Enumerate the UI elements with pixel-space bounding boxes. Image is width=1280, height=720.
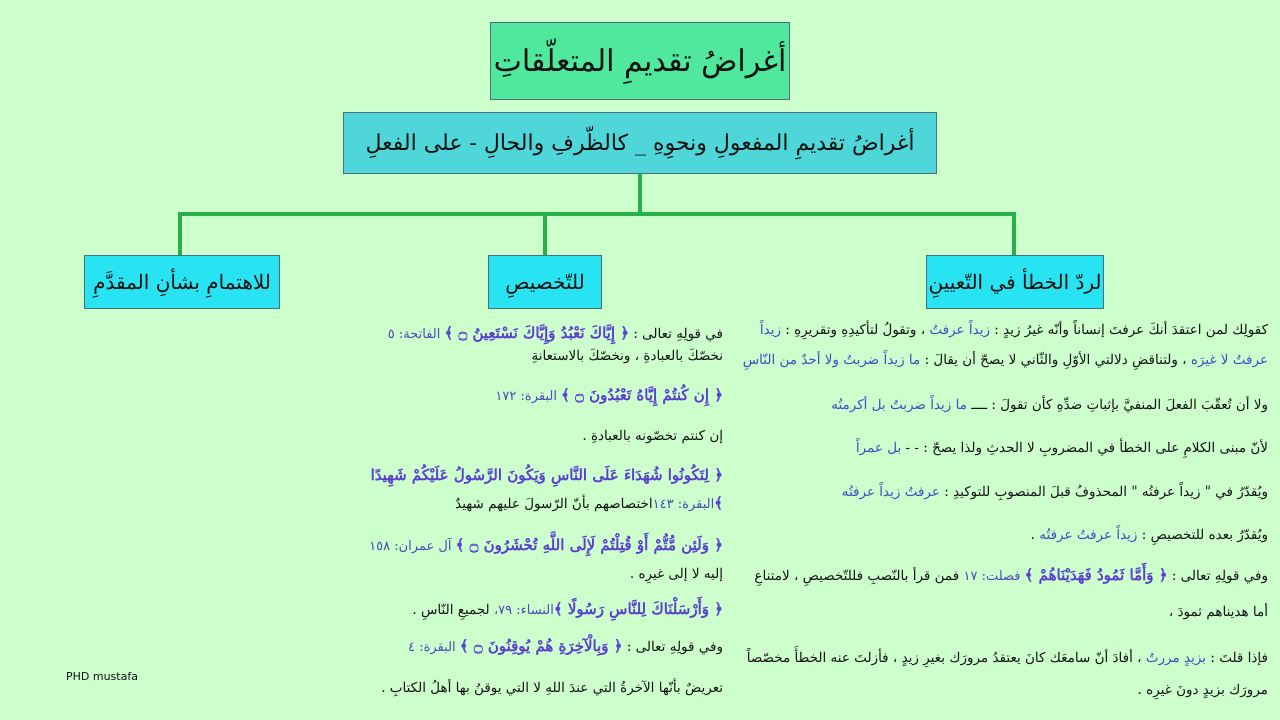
text-line: إليه لا إلى غيرِه . [629, 566, 723, 582]
diagram-title: أغراضُ تقديمِ المتعلّقاتِ [490, 22, 790, 100]
text-line: نخصّكَ بالعبادةِ ، ونخصّكَ بالاستعانةِ [531, 348, 723, 364]
text-line: إن كنتم تخصّونه بالعبادةِ . [582, 428, 723, 444]
text-line: وفي قولِهِ تعالى : ﴿ وَأَمَّا ثَمُودُ فَهَدَيْنَاهُمْ ﴾ فصلت: ١٧ فمن قرأ بالنّصبِ فللتّخصيصِ ، لامتناعِ [754, 566, 1268, 584]
text-line: ولا أن تُعقّبَ الفعلَ المنفيَّ بإثباتِ ضدِّهِ كأن تقولَ : ــــ ما زيداً ضربتُ بل أكرمتُه [831, 397, 1268, 413]
text-line: ﴿ إِن كُنتُمْ إِيَّاهُ تَعْبُدُونَ ۝ ﴾ البقرة: ١٧٢ [495, 386, 723, 404]
text-line: ﴾البقرة: ١٤٣اختصاصهم بأنّ الرّسولَ عليهم شهيدٌ [455, 494, 723, 512]
text-line: تعريضٌ بأنّها الآخرةُ التي عندَ اللهِ لا التي يوقنُ بها أهلُ الكتابِ . [381, 680, 723, 696]
text-line: ﴿ وَأَرْسَلْنَاكَ لِلنَّاسِ رَسُولًا ﴾النساء: ٧٩، لجميعِ النّاسِ . [412, 600, 723, 618]
text-line: ويُقدّرُ بعده للتخصيصِ : زيداً عرفتُ عرفتُه . [1030, 527, 1268, 543]
text-line: أما هديناهم ثمودَ ، [1168, 604, 1268, 620]
text-line: في قولِهِ تعالى : ﴿ إِيَّاكَ نَعْبُدُ وَإِيَّاكَ نَسْتَعِينُ ۝ ﴾ الفاتحة: ٥ [387, 324, 723, 342]
text-line: مرورَك بزيدٍ دونَ غيرِه . [1137, 682, 1268, 698]
branch-specification: للتّخصيصِ [488, 255, 602, 309]
diagram-subtitle: أغراضُ تقديمِ المفعولِ ونحوِهِ _ كالظّرفِ والحالِ - على الفعلِ [343, 112, 937, 174]
text-line: ويُقدّرُ في " زيداً عرفتُه " المحذوفُ قبلَ المنصوبِ للتوكيدِ : عرفتُ زيداً عرفتُه [841, 484, 1268, 500]
branch-emphasis: للاهتمامِ بشأنِ المقدَّمِ [84, 255, 280, 309]
text-line: لأنّ مبنى الكلامِ على الخطأ في المضروبِ لا الحدثِ ولذا يصحّ : - - بل عمراً [855, 440, 1268, 456]
text-line: عرفتُ لا غيرَه ، ولتناقضِ دلالتي الأوّلِ والثّاني لا يصحّ أن يقالَ : ما زيداً ضربتُ ولا أحدٌ من النّاسِ [742, 352, 1268, 368]
text-line: وفي قولِهِ تعالى : ﴿ وَبِالْآخِرَةِ هُمْ يُوقِنُونَ ۝ ﴾ البقرة: ٤ [408, 637, 723, 655]
branch-error-correction: لردّ الخطأ في التّعيينِ [926, 255, 1104, 309]
text-line: فإذا قلتَ : بزيدٍ مررتُ ، أفادَ أنّ سامعَك كانَ يعتقدُ مرورَك بغيرِ زيدٍ ، فأزلتَ عنه الخطأَ مخصّصاً [746, 650, 1268, 666]
author-note: PHD mustafa [66, 670, 138, 683]
text-line: كقولِك لمن اعتقدَ أنكَ عرفتَ إنساناً وأنّه غيرُ زيدٍ : زيداً عرفتُ ، وتقولُ لتأكيدِهِ وتقريرِهِ : زيداً [759, 322, 1268, 338]
text-line: ﴿ لِتَكُونُوا شُهَدَاءَ عَلَى النَّاسِ وَيَكُونَ الرَّسُولُ عَلَيْكُمْ شَهِيدًا [370, 466, 723, 484]
text-line: ﴿ وَلَئِن مُّتُّمْ أَوْ قُتِلْتُمْ لَإِلَى اللَّهِ تُحْشَرُونَ ۝ ﴾ آل عمران: ١٥٨ [369, 536, 723, 554]
